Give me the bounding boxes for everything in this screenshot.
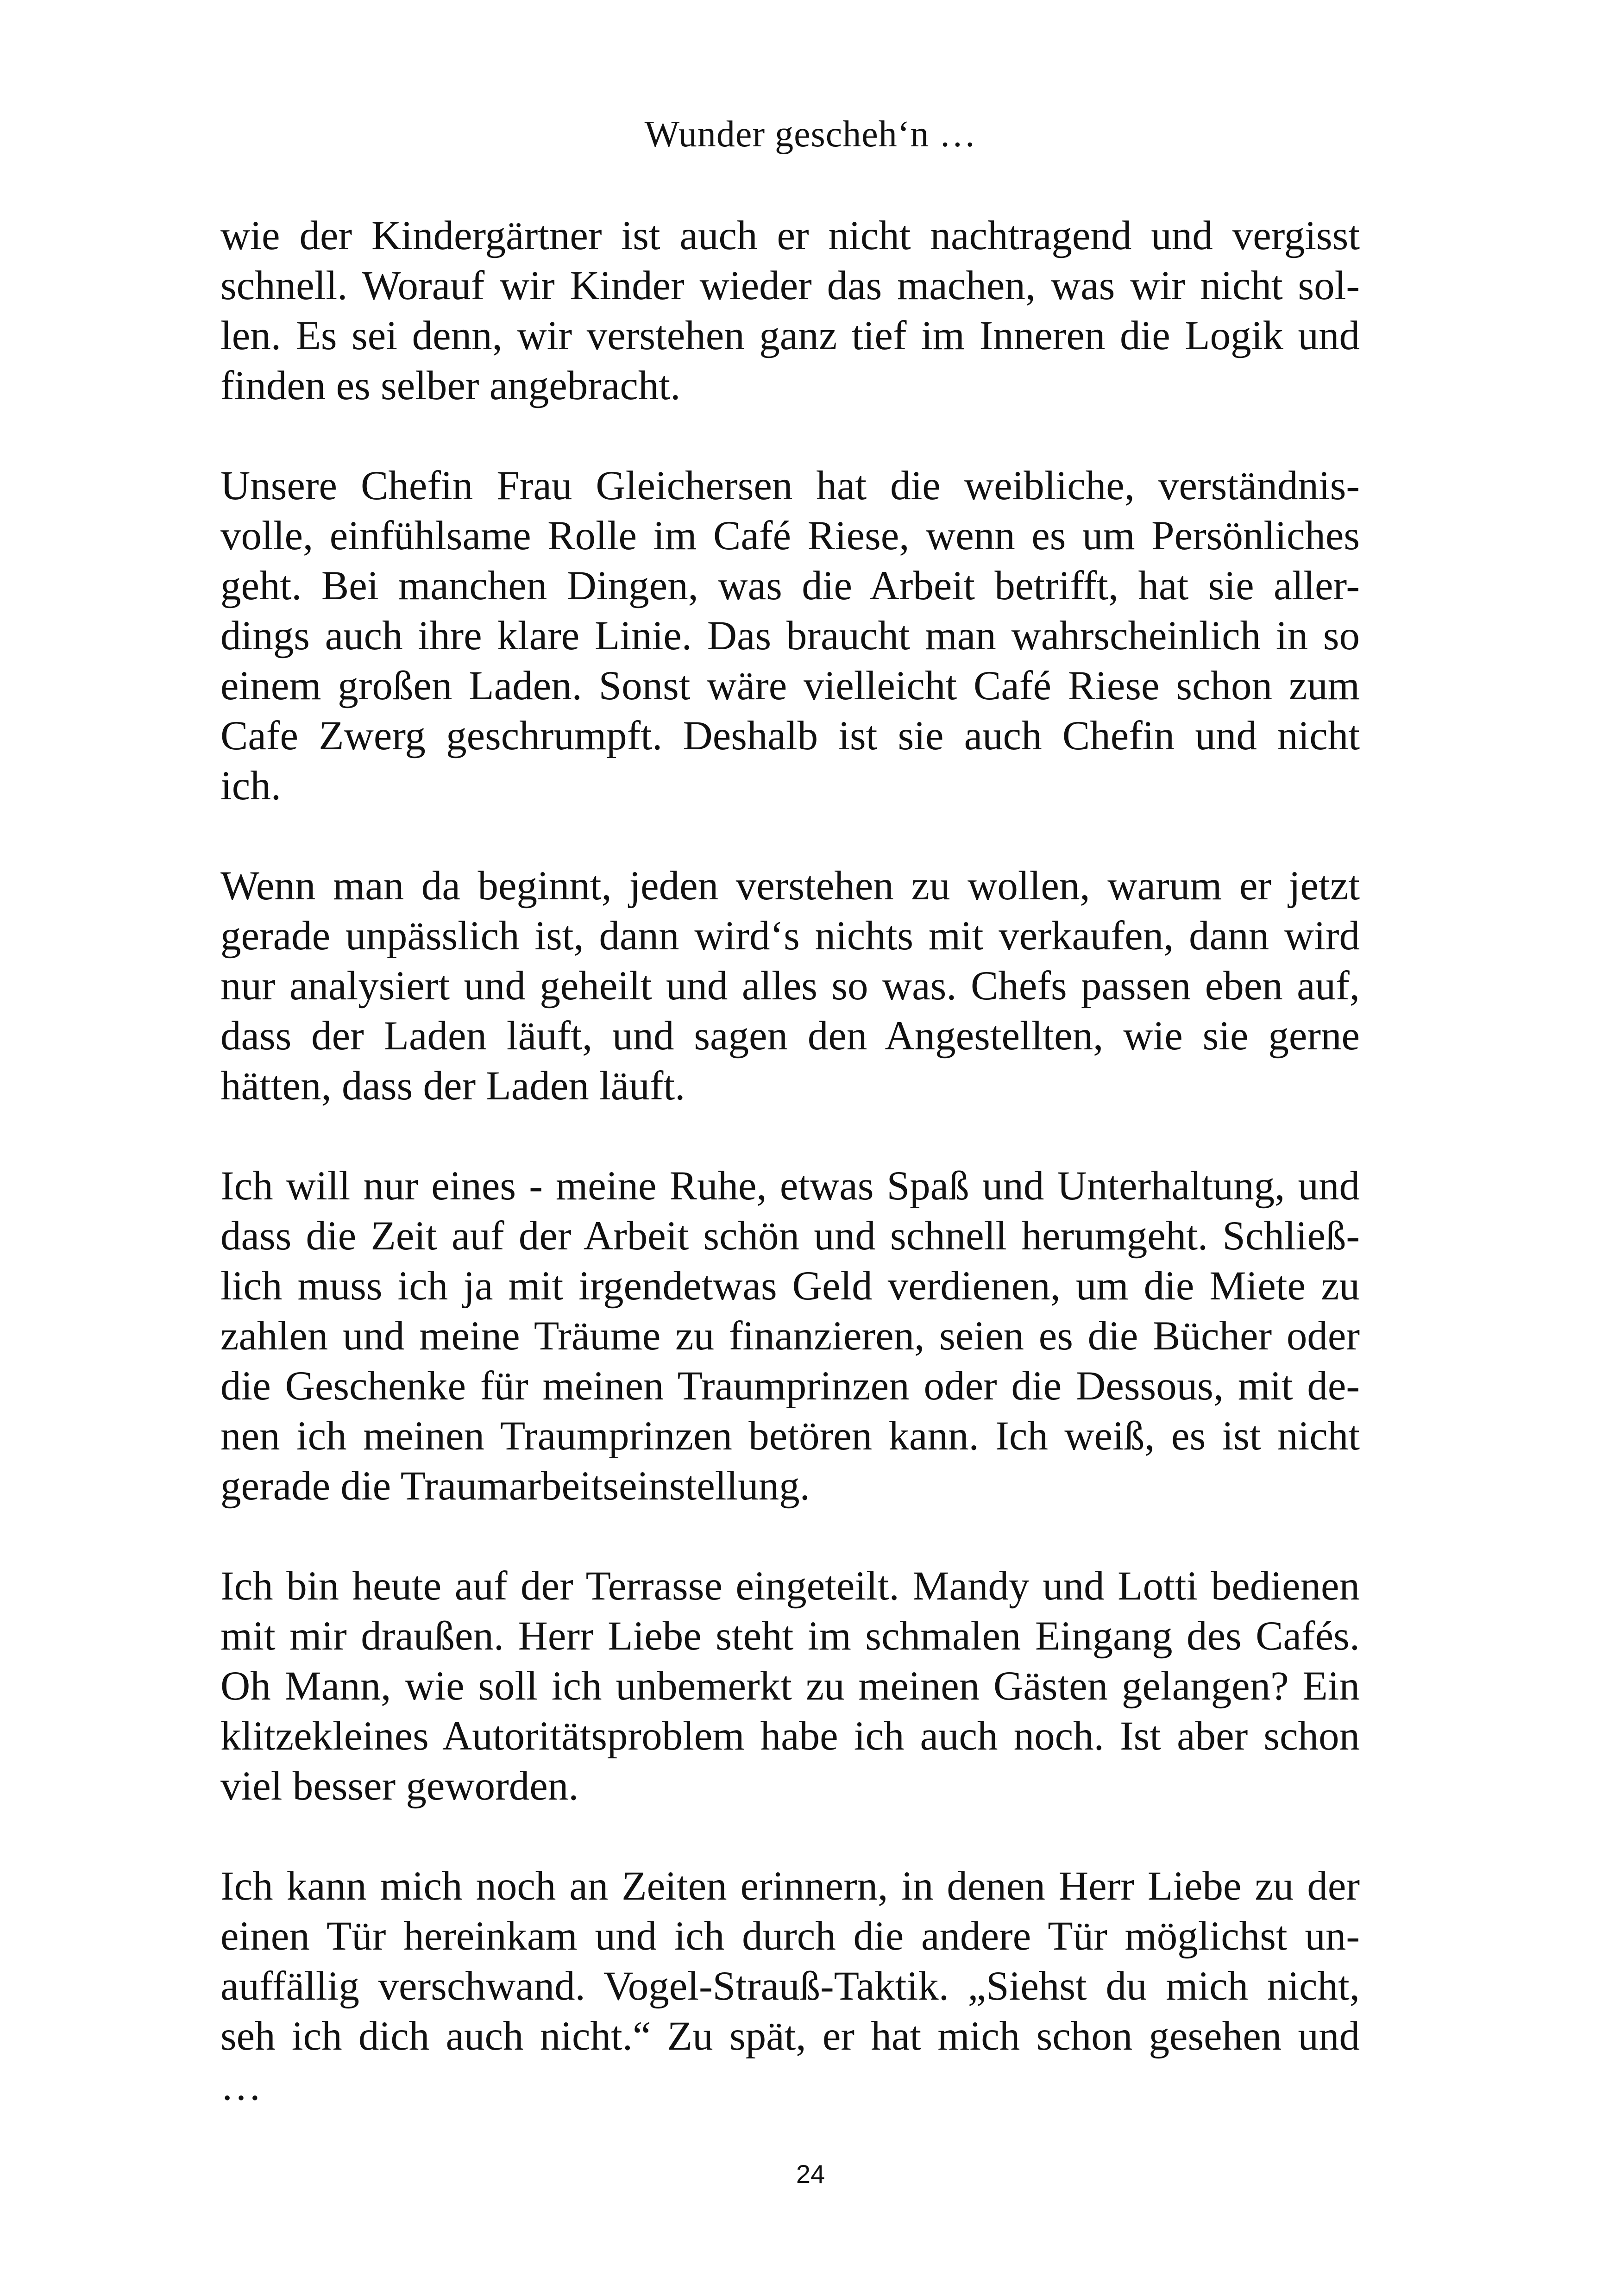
text-line: Ich kann mich noch an Zeiten erinnern, in denen Herr Liebe zu der bbox=[220, 1863, 1360, 1909]
paragraph bbox=[220, 1161, 1360, 1511]
text-line: nur analysiert und geheilt und alles so was. Chefs passen eben auf, bbox=[220, 963, 1360, 1009]
paragraph bbox=[220, 1561, 1360, 1811]
text-line: Oh Mann, wie soll ich unbemerkt zu meinen Gästen gelangen? Ein bbox=[220, 1663, 1360, 1709]
text-line: mit mir draußen. Herr Liebe steht im schmalen Eingang des Cafés. bbox=[220, 1613, 1360, 1659]
text-line: Ich bin heute auf der Terrasse eingeteilt. Mandy und Lotti bedienen bbox=[220, 1563, 1360, 1609]
text-line: dass die Zeit auf der Arbeit schön und schnell herumgeht. Schließ- bbox=[220, 1213, 1360, 1259]
text-line: Wenn man da beginnt, jeden verstehen zu wollen, warum er jetzt bbox=[220, 863, 1360, 909]
text-line: dass der Laden läuft, und sagen den Angestellten, wie sie gerne bbox=[220, 1013, 1360, 1059]
paragraph bbox=[220, 861, 1360, 1111]
text-line: wie der Kindergärtner ist auch er nicht nachtragend und vergisst bbox=[220, 213, 1360, 258]
text-line: finden es selber angebracht. bbox=[220, 363, 681, 408]
text-line: gerade unpässlich ist, dann wird‘s nichts mit verkaufen, dann wird bbox=[220, 913, 1360, 959]
page-number: 24 bbox=[796, 2159, 825, 2189]
text-line: die Geschenke für meinen Traumprinzen oder die Dessous, mit de- bbox=[220, 1363, 1360, 1409]
text-line: auffällig verschwand. Vogel-Strauß-Taktik. „Siehst du mich nicht, bbox=[220, 1964, 1360, 2009]
text-line: Cafe Zwerg geschrumpft. Deshalb ist sie auch Chefin und nicht bbox=[220, 713, 1360, 759]
text-line: gerade die Traumarbeitseinstellung. bbox=[220, 1463, 810, 1509]
text-line: viel besser geworden. bbox=[220, 1763, 579, 1809]
text-line: Ich will nur eines - meine Ruhe, etwas Spaß und Unterhaltung, und bbox=[220, 1163, 1360, 1209]
text-line: dings auch ihre klare Linie. Das braucht man wahrscheinlich in so bbox=[220, 613, 1360, 659]
text-line: einen Tür hereinkam und ich durch die andere Tür möglichst un- bbox=[220, 1913, 1360, 1959]
paragraph bbox=[220, 461, 1360, 811]
text-line: volle, einfühlsame Rolle im Café Riese, wenn es um Persönliches bbox=[220, 513, 1360, 558]
text-line: … bbox=[220, 2064, 262, 2109]
text-line: Unsere Chefin Frau Gleichersen hat die weibliche, verständnis- bbox=[220, 463, 1360, 508]
paragraph bbox=[220, 211, 1360, 411]
text-line: ich. bbox=[220, 763, 281, 809]
text-line: len. Es sei denn, wir verstehen ganz tief im Inneren die Logik und bbox=[220, 313, 1360, 358]
paragraph bbox=[220, 1861, 1360, 2111]
text-line: einem großen Laden. Sonst wäre vielleicht Café Riese schon zum bbox=[220, 663, 1360, 709]
text-line: lich muss ich ja mit irgendetwas Geld verdienen, um die Miete zu bbox=[220, 1263, 1360, 1309]
text-line: geht. Bei manchen Dingen, was die Arbeit betrifft, hat sie aller- bbox=[220, 563, 1360, 609]
text-line: hätten, dass der Laden läuft. bbox=[220, 1063, 685, 1109]
text-line: zahlen und meine Träume zu finanzieren, seien es die Bücher oder bbox=[220, 1313, 1360, 1359]
body-text bbox=[220, 211, 1360, 2111]
running-header: Wunder gescheh‘n … bbox=[644, 114, 977, 155]
text-line: seh ich dich auch nicht.“ Zu spät, er hat mich schon gesehen und bbox=[220, 2014, 1360, 2059]
text-line: nen ich meinen Traumprinzen betören kann. Ich weiß, es ist nicht bbox=[220, 1413, 1360, 1459]
text-line: klitzekleines Autoritätsproblem habe ich auch noch. Ist aber schon bbox=[220, 1713, 1360, 1759]
text-line: schnell. Worauf wir Kinder wieder das machen, was wir nicht sol- bbox=[220, 263, 1360, 308]
